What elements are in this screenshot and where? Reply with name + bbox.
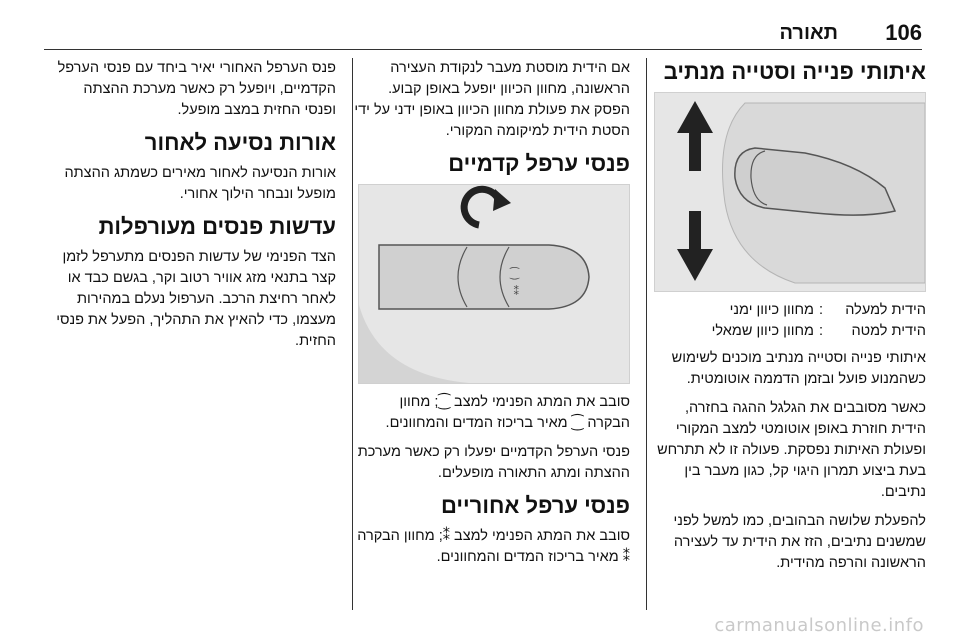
caption-desc: מחוון כיוון שמאלי [711,323,814,339]
paragraph: סובב את המתג הפנימי למצב ⁐; מחוון הבקרה ⁐ מאיר בריכוז המדים והמחוונים. [385,394,630,431]
page-header [0,0,960,52]
column-left [50,58,336,360]
paragraph: איתותי פנייה וסטייה מנתיב מוכנים לשימוש כשהמנוע פועל ובזמן הדממה אוטומטית. [671,350,926,387]
fog-switch-illustration [358,184,630,384]
column-middle [354,58,630,576]
caption-row-up [650,300,926,321]
caption-term: הידית למעלה [845,302,926,318]
svg-text:⁐: ⁐ [510,267,519,280]
caption-desc: מחוון כיוון ימני [729,302,814,318]
paragraph: פנס הערפל האחורי יאיר ביחד עם פנסי הערפל הקדמיים, ויופעל רק כאשר מערכת ההצתה ופנסי החזית במצב מופעל. [57,60,336,118]
heading-misted-lenses: עדשות פנסים מעורפלות [98,214,336,239]
paragraph: להפעלת שלושה הבהובים, כמו למשל לפני שמשנים נתיבים, הזז את הידית עד לעצירה הראשונה והרפה מהידית. [673,513,926,571]
watermark: carmanualsonline.info [714,615,924,636]
paragraph: אורות הנסיעה לאחור מאירים כשמתג ההצתה מופעל ונבחר הילוך אחורי. [64,165,336,202]
heading-reverse-lights: אורות נסיעה לאחור [144,130,336,155]
page-number: 106 [885,20,922,45]
stalk-rotate-drawing [359,185,629,383]
column-right [650,58,926,582]
caption-row-down [650,321,926,342]
svg-text:⁑: ⁑ [513,285,519,298]
paragraph: הצד הפנימי של עדשות הפנסים מתערפל לזמן קצר בתנאי מזג אוויר רטוב וקר, בגשם כבד או לאחר רחיצת הרכב. הערפול נעלם במהירות מעצמו, כדי להאיץ את התהליך, הפעל את פנסי החזית. [56,249,336,349]
caption-sep: : [818,302,824,318]
stalk-up-down-drawing [655,93,925,291]
paragraph: סובב את המתג הפנימי למצב ⁑; מחוון הבקרה ⁑ מאיר בריכוז המדים והמחוונים. [357,528,630,565]
caption-sep: : [818,323,824,339]
header-rule [44,49,922,50]
heading-rear-fog: פנסי ערפל אחוריים [441,493,630,518]
heading-front-fog: פנסי ערפל קדמיים [448,151,630,176]
column-divider-2 [352,58,353,610]
caption-term: הידית למטה [851,323,926,339]
paragraph: אם הידית מוסטת מעבר לנקודת העצירה הראשונה, מחוון הכיוון יופעל באופן קבוע. הפסק את פעולת מחוון הכיוון באופן ידני על ידי הסטת הידית למיקומה המקורי. [354,60,630,139]
paragraph: פנסי הערפל הקדמיים יפעלו רק כאשר מערכת ההצתה ומתג התאורה מופעלים. [357,444,630,481]
section-title: תאורה [779,22,838,44]
heading-turn-signals: איתותי פנייה וסטייה מנתיב [663,59,926,84]
column-divider-1 [646,58,647,610]
turn-signal-illustration [654,92,926,292]
paragraph: כאשר מסובבים את הגלגל ההגה בחזרה, הידית חוזרת באופן אוטומטי למצב המקורי ופעולת האיתות נפסקת. פעולה זו לא תתרחש בעת ביצוע תמרון היגוי קל, כגון מעבר בין נתיבים. [657,400,926,500]
